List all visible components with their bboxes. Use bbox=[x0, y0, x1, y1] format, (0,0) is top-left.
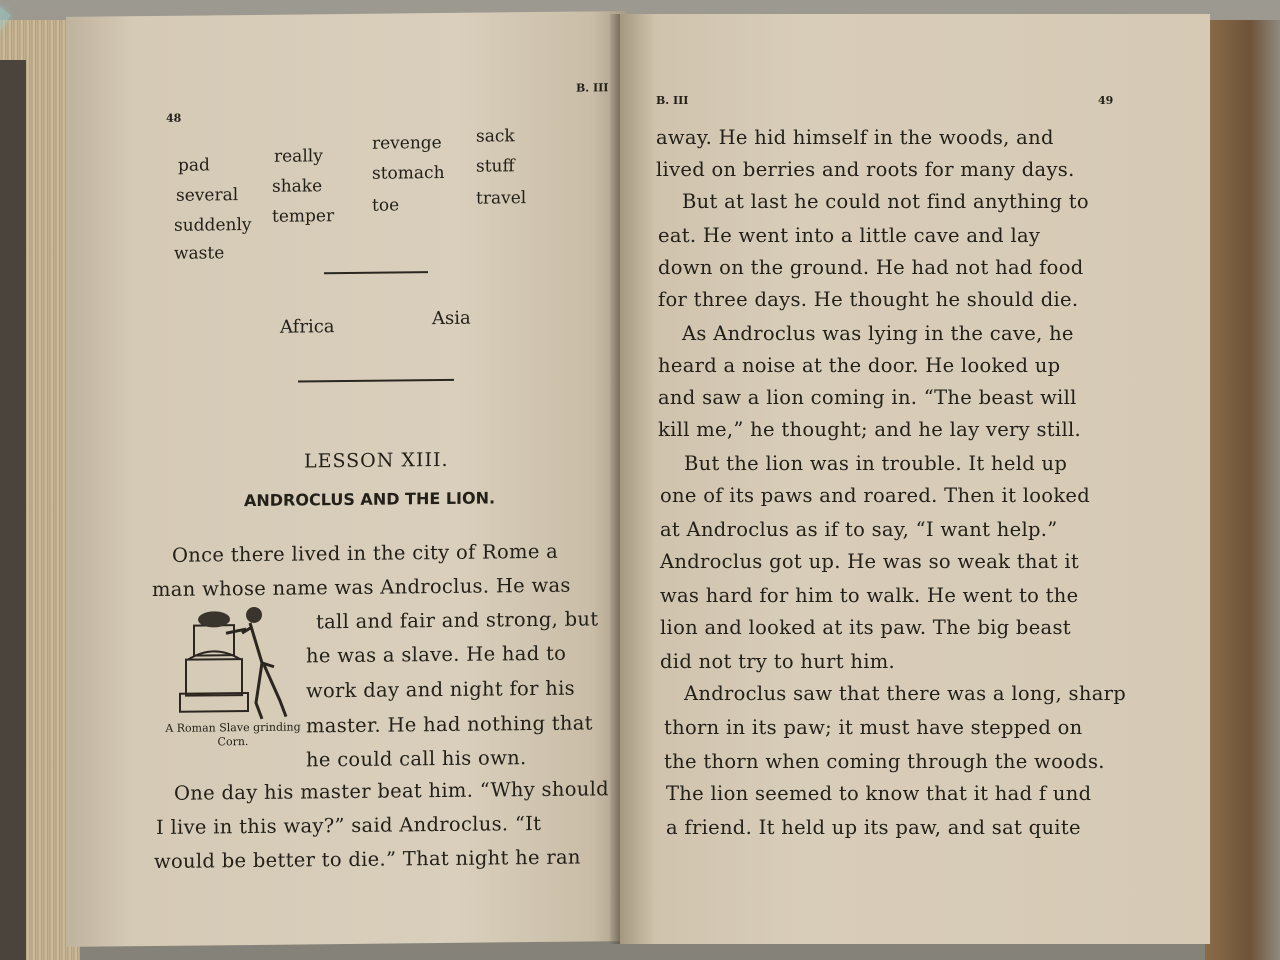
book-spine-edge bbox=[0, 60, 26, 960]
right-section-mark: B. III bbox=[656, 94, 689, 107]
text-line: was hard for him to walk. He went to the bbox=[660, 584, 1079, 607]
left-section-mark: B. III bbox=[576, 81, 609, 95]
divider-rule bbox=[298, 379, 454, 383]
text-line: As Androclus was lying in the cave, he bbox=[682, 322, 1074, 345]
text-line: away. He hid himself in the woods, and bbox=[656, 126, 1054, 149]
place-africa: Africa bbox=[280, 316, 335, 338]
text-line: he was a slave. He had to bbox=[306, 641, 567, 668]
text-line: But the lion was in trouble. It held up bbox=[684, 452, 1068, 475]
text-line: kill me,” he thought; and he lay very still. bbox=[658, 418, 1082, 441]
illustration-caption bbox=[162, 720, 304, 749]
text-line: for three days. He thought he should die. bbox=[658, 288, 1079, 311]
vocab-word: shake bbox=[272, 176, 323, 197]
left-page bbox=[66, 11, 626, 947]
vocab-word: suddenly bbox=[174, 214, 252, 236]
text-line: One day his master beat him. “Why should bbox=[174, 777, 609, 805]
text-line: and saw a lion coming in. “The beast will bbox=[658, 386, 1077, 409]
text-line: lived on berries and roots for many days. bbox=[656, 158, 1075, 181]
text-line: one of its paws and roared. Then it looked bbox=[660, 484, 1091, 507]
vocab-word: sack bbox=[476, 126, 515, 147]
text-line: thorn in its paw; it must have stepped on bbox=[664, 716, 1083, 739]
text-line: But at last he could not find anything to bbox=[682, 190, 1089, 213]
text-line: he could call his own. bbox=[306, 746, 527, 772]
text-line: the thorn when coming through the woods. bbox=[664, 750, 1105, 773]
place-asia: Asia bbox=[432, 307, 471, 330]
divider-rule bbox=[324, 271, 428, 274]
text-line: tall and fair and strong, but bbox=[316, 607, 599, 634]
text-line: work day and night for his bbox=[306, 676, 575, 703]
book-cover bbox=[1205, 20, 1280, 960]
vocab-word: stuff bbox=[476, 156, 515, 177]
text-line: heard a noise at the door. He looked up bbox=[658, 354, 1061, 377]
text-line: down on the ground. He had not had food bbox=[658, 256, 1084, 279]
text-line: I live in this way?” said Androclus. “It bbox=[156, 811, 542, 839]
vocab-word: really bbox=[274, 146, 323, 167]
vocab-word: pad bbox=[178, 155, 210, 176]
right-page bbox=[620, 14, 1210, 944]
vocab-word: temper bbox=[272, 206, 335, 227]
caption-line: A Roman Slave grinding bbox=[165, 720, 301, 735]
text-line: eat. He went into a little cave and lay bbox=[658, 224, 1041, 247]
vocab-word: waste bbox=[174, 243, 225, 264]
text-line: man whose name was Androclus. He was bbox=[152, 573, 571, 602]
vocab-word: several bbox=[176, 185, 239, 206]
text-line: Androclus saw that there was a long, sharp bbox=[684, 682, 1127, 705]
text-line: Androclus got up. He was so weak that it bbox=[660, 550, 1080, 573]
lesson-number: LESSON XIII. bbox=[304, 448, 449, 473]
lesson-title: ANDROCLUS AND THE LION. bbox=[244, 488, 496, 511]
text-line: master. He had nothing that bbox=[306, 711, 593, 738]
right-page-number: 49 bbox=[1098, 94, 1114, 107]
vocab-word: stomach bbox=[372, 162, 445, 184]
text-line: Once there lived in the city of Rome a bbox=[172, 539, 559, 567]
vocab-word: travel bbox=[476, 188, 527, 209]
slave-grinding-illustration bbox=[166, 602, 306, 727]
vocab-word: revenge bbox=[372, 132, 442, 154]
left-page-number: 48 bbox=[166, 111, 182, 125]
text-line: did not try to hurt him. bbox=[660, 650, 896, 673]
text-line: at Androclus as if to say, “I want help.” bbox=[660, 518, 1058, 541]
vocab-word: toe bbox=[372, 195, 400, 216]
text-line: a friend. It held up its paw, and sat quite bbox=[666, 816, 1081, 839]
text-line: would be better to die.” That night he ran bbox=[154, 845, 581, 874]
text-line: The lion seemed to know that it had f und bbox=[666, 782, 1092, 805]
text-line: lion and looked at its paw. The big beast bbox=[660, 616, 1071, 639]
caption-line: Corn. bbox=[217, 735, 249, 749]
